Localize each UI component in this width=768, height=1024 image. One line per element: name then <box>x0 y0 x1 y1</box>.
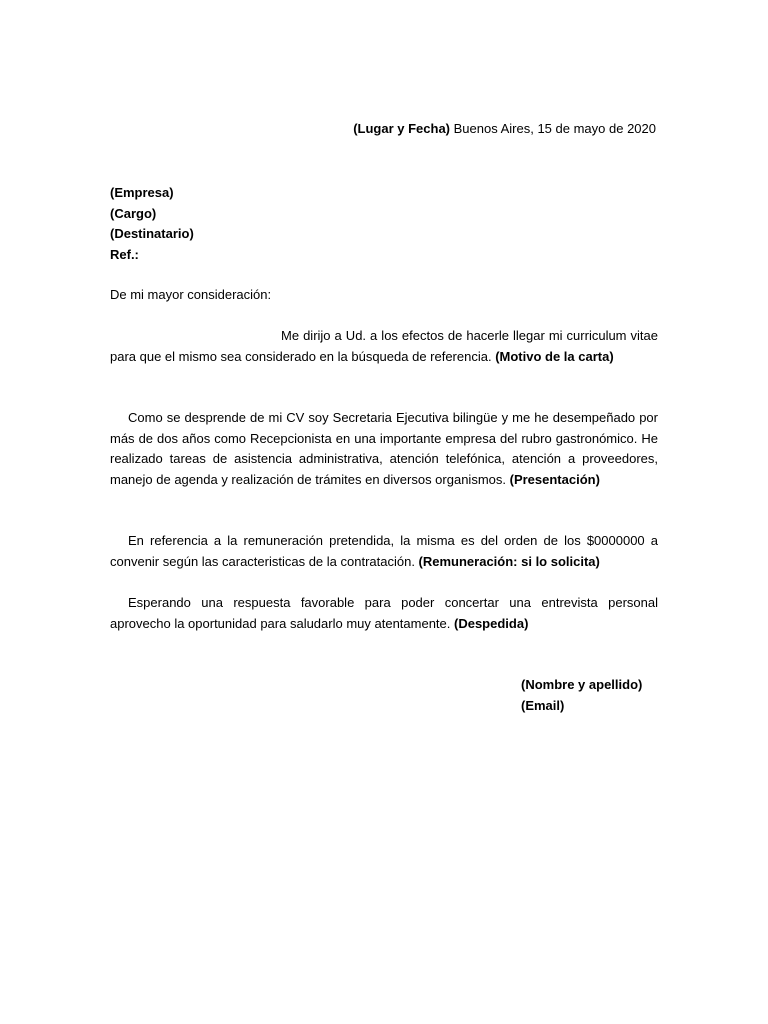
recipient-position: (Cargo) <box>110 205 157 221</box>
motive-text: Me dirijo a Ud. a los efectos de hacerle llegar mi curriculum vitae para que el mismo sea considerado en la búsqueda de referencia. <box>110 328 658 364</box>
presentation-tag: (Presentación) <box>509 471 600 487</box>
motive-tag: (Motivo de la carta) <box>495 348 614 364</box>
farewell-tag: (Despedida) <box>454 615 529 631</box>
place-date-line <box>353 119 656 139</box>
signature-email: (Email) <box>521 697 565 713</box>
salutation: De mi mayor consideración: <box>110 287 272 302</box>
farewell-text: Esperando una respuesta favorable para poder concertar una entrevista personal aprovecho la oportunidad para saludarlo muy atentamente. <box>110 595 658 631</box>
remuneration-paragraph <box>110 531 658 572</box>
farewell-paragraph <box>110 593 658 634</box>
signature-block <box>521 675 642 716</box>
signature-name: (Nombre y apellido) <box>521 677 643 692</box>
place-date-value: Buenos Aires, 15 de mayo de 2020 <box>450 121 656 136</box>
recipient-reference: Ref.: <box>110 246 139 262</box>
recipient-company: (Empresa) <box>110 185 174 200</box>
motive-paragraph <box>110 326 658 367</box>
place-date-label: (Lugar y Fecha) <box>353 121 451 136</box>
presentation-paragraph <box>110 408 658 490</box>
presentation-text: Como se desprende de mi CV soy Secretaria Ejecutiva bilingüe y me he desempeñado por más de dos años como Recepcionista en una importante empresa del rubro gastronómico. He realizado tareas de asistencia administrativa, atención telefónica, atención a proveedores, manejo de agenda y realización de trámites en diversos organismos. <box>110 410 658 487</box>
remuneration-text: En referencia a la remuneración pretendida, la misma es del orden de los $0000000 a convenir según las caracteristicas de la contratación. <box>110 533 658 569</box>
remuneration-tag: (Remuneración: si lo solicita) <box>418 553 600 569</box>
recipient-block <box>110 183 194 265</box>
recipient-addressee: (Destinatario) <box>110 226 194 241</box>
